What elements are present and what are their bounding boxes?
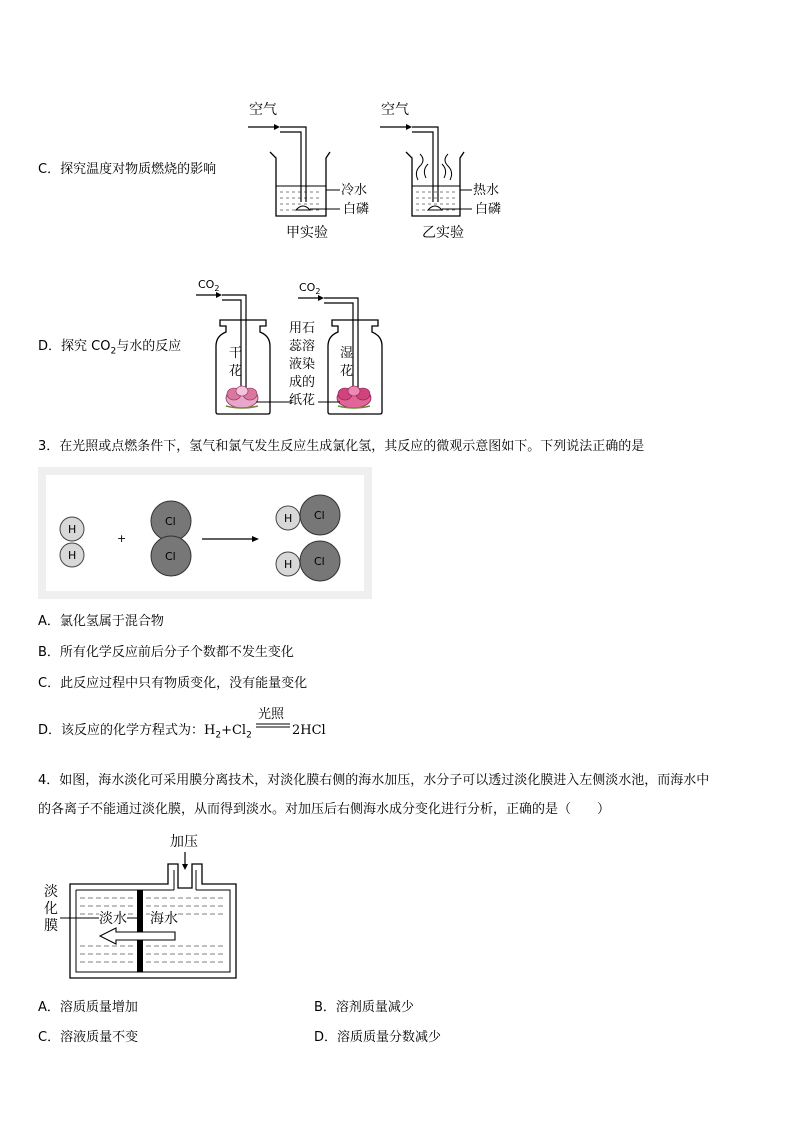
air-label-left: 空气 [249,102,277,118]
white-phosphorus-label-left: 白磷 [343,202,370,217]
dry-flower-label [229,345,242,381]
q3-option-a: A．氯化氢属于混合物 [38,614,164,629]
dry-flower-char-1: 干 [229,346,243,361]
reaction-product: 2HCl [292,723,326,738]
q2-option-d-text [38,339,181,360]
pressure-label: 加压 [170,834,198,850]
q2-option-c-text: C．探究温度对物质燃烧的影响 [38,162,217,177]
atom-h-2: H [68,549,77,562]
reaction-diagram [38,467,372,599]
q4-option-b: B．溶剂质量减少 [314,1000,414,1015]
q3-option-d [38,723,252,744]
experiment-b-caption: 乙实验 [422,225,464,241]
plus-sign: + [117,532,127,545]
litmus-line-4: 成的 [289,375,316,390]
reaction-condition: 光照 [258,707,285,722]
formula-h-sub: 2 [215,730,222,741]
membrane-char-3: 膜 [44,918,58,934]
atom-h-3: H [284,512,293,525]
q4-option-c: C．溶液质量不变 [38,1030,139,1045]
atom-cl-4: Cl [314,555,325,568]
co2-left-text: CO [198,278,215,291]
cold-water-label: 冷水 [341,183,368,198]
wet-flower-label [340,345,353,381]
membrane-label [44,884,58,935]
litmus-line-2: 蕊溶 [289,339,316,354]
wet-flower-char-1: 湿 [340,346,354,361]
co2-right-text: CO [299,281,316,294]
q2-option-d-suffix: 与水的反应 [116,339,182,354]
q4-stem-line-1: 4．如图，海水淡化可采用膜分离技术，对淡化膜右侧的海水加压，水分子可以透过淡化膜进入左侧淡水池，而海水中 [38,773,710,788]
q2-option-d-prefix: D．探究 [38,339,92,354]
litmus-line-1: 用石 [289,321,316,336]
wet-flower-char-2: 花 [340,364,354,379]
co2-left-sub: 2 [214,284,220,294]
formula-cl-sub: 2 [246,730,252,741]
co2-right-sub: 2 [315,287,321,297]
litmus-flower-label [289,320,315,410]
q3-option-b: B．所有化学反应前后分子个数都不发生变化 [38,645,294,660]
atom-cl-3: Cl [314,509,325,522]
q3-option-d-prefix: D．该反应的化学方程式为： [38,723,205,738]
fresh-water-label: 淡水 [99,911,127,927]
q4-option-d: D．溶质质量分数减少 [314,1030,442,1045]
formula-h: H [204,723,216,738]
atom-h-1: H [68,523,77,536]
white-phosphorus-label-right: 白磷 [475,202,502,217]
membrane-char-1: 淡 [44,884,58,900]
equation-double-line [256,723,290,731]
atom-cl-1: Cl [165,515,176,528]
q4-option-a: A．溶质质量增加 [38,1000,138,1015]
air-label-right: 空气 [381,102,409,118]
sea-water-label: 海水 [150,911,178,927]
q3-stem: 3．在光照或点燃条件下，氢气和氯气发生反应生成氯化氢，其反应的微观示意图如下。下列说法正确的是 [38,439,645,454]
dry-flower-char-2: 花 [229,364,243,379]
formula-plus-cl: +Cl [221,723,247,738]
q4-stem-line-2: 的各离子不能通过淡化膜，从而得到淡水。对加压后右侧海水成分变化进行分析，正确的是（ ） [38,802,611,817]
hot-water-label: 热水 [473,183,500,198]
q2-option-d-co2-sub: 2 [110,346,117,357]
litmus-line-3: 液染 [289,357,316,372]
atom-cl-2: Cl [165,550,176,563]
desalination-diagram [40,850,240,982]
q2-option-d-co2: CO [91,339,111,354]
litmus-line-5: 纸花 [289,393,316,408]
atom-h-4: H [284,558,293,571]
membrane-char-2: 化 [44,901,58,917]
experiment-a-caption: 甲实验 [286,225,328,241]
q3-option-c: C．此反应过程中只有物质变化，没有能量变化 [38,676,308,691]
